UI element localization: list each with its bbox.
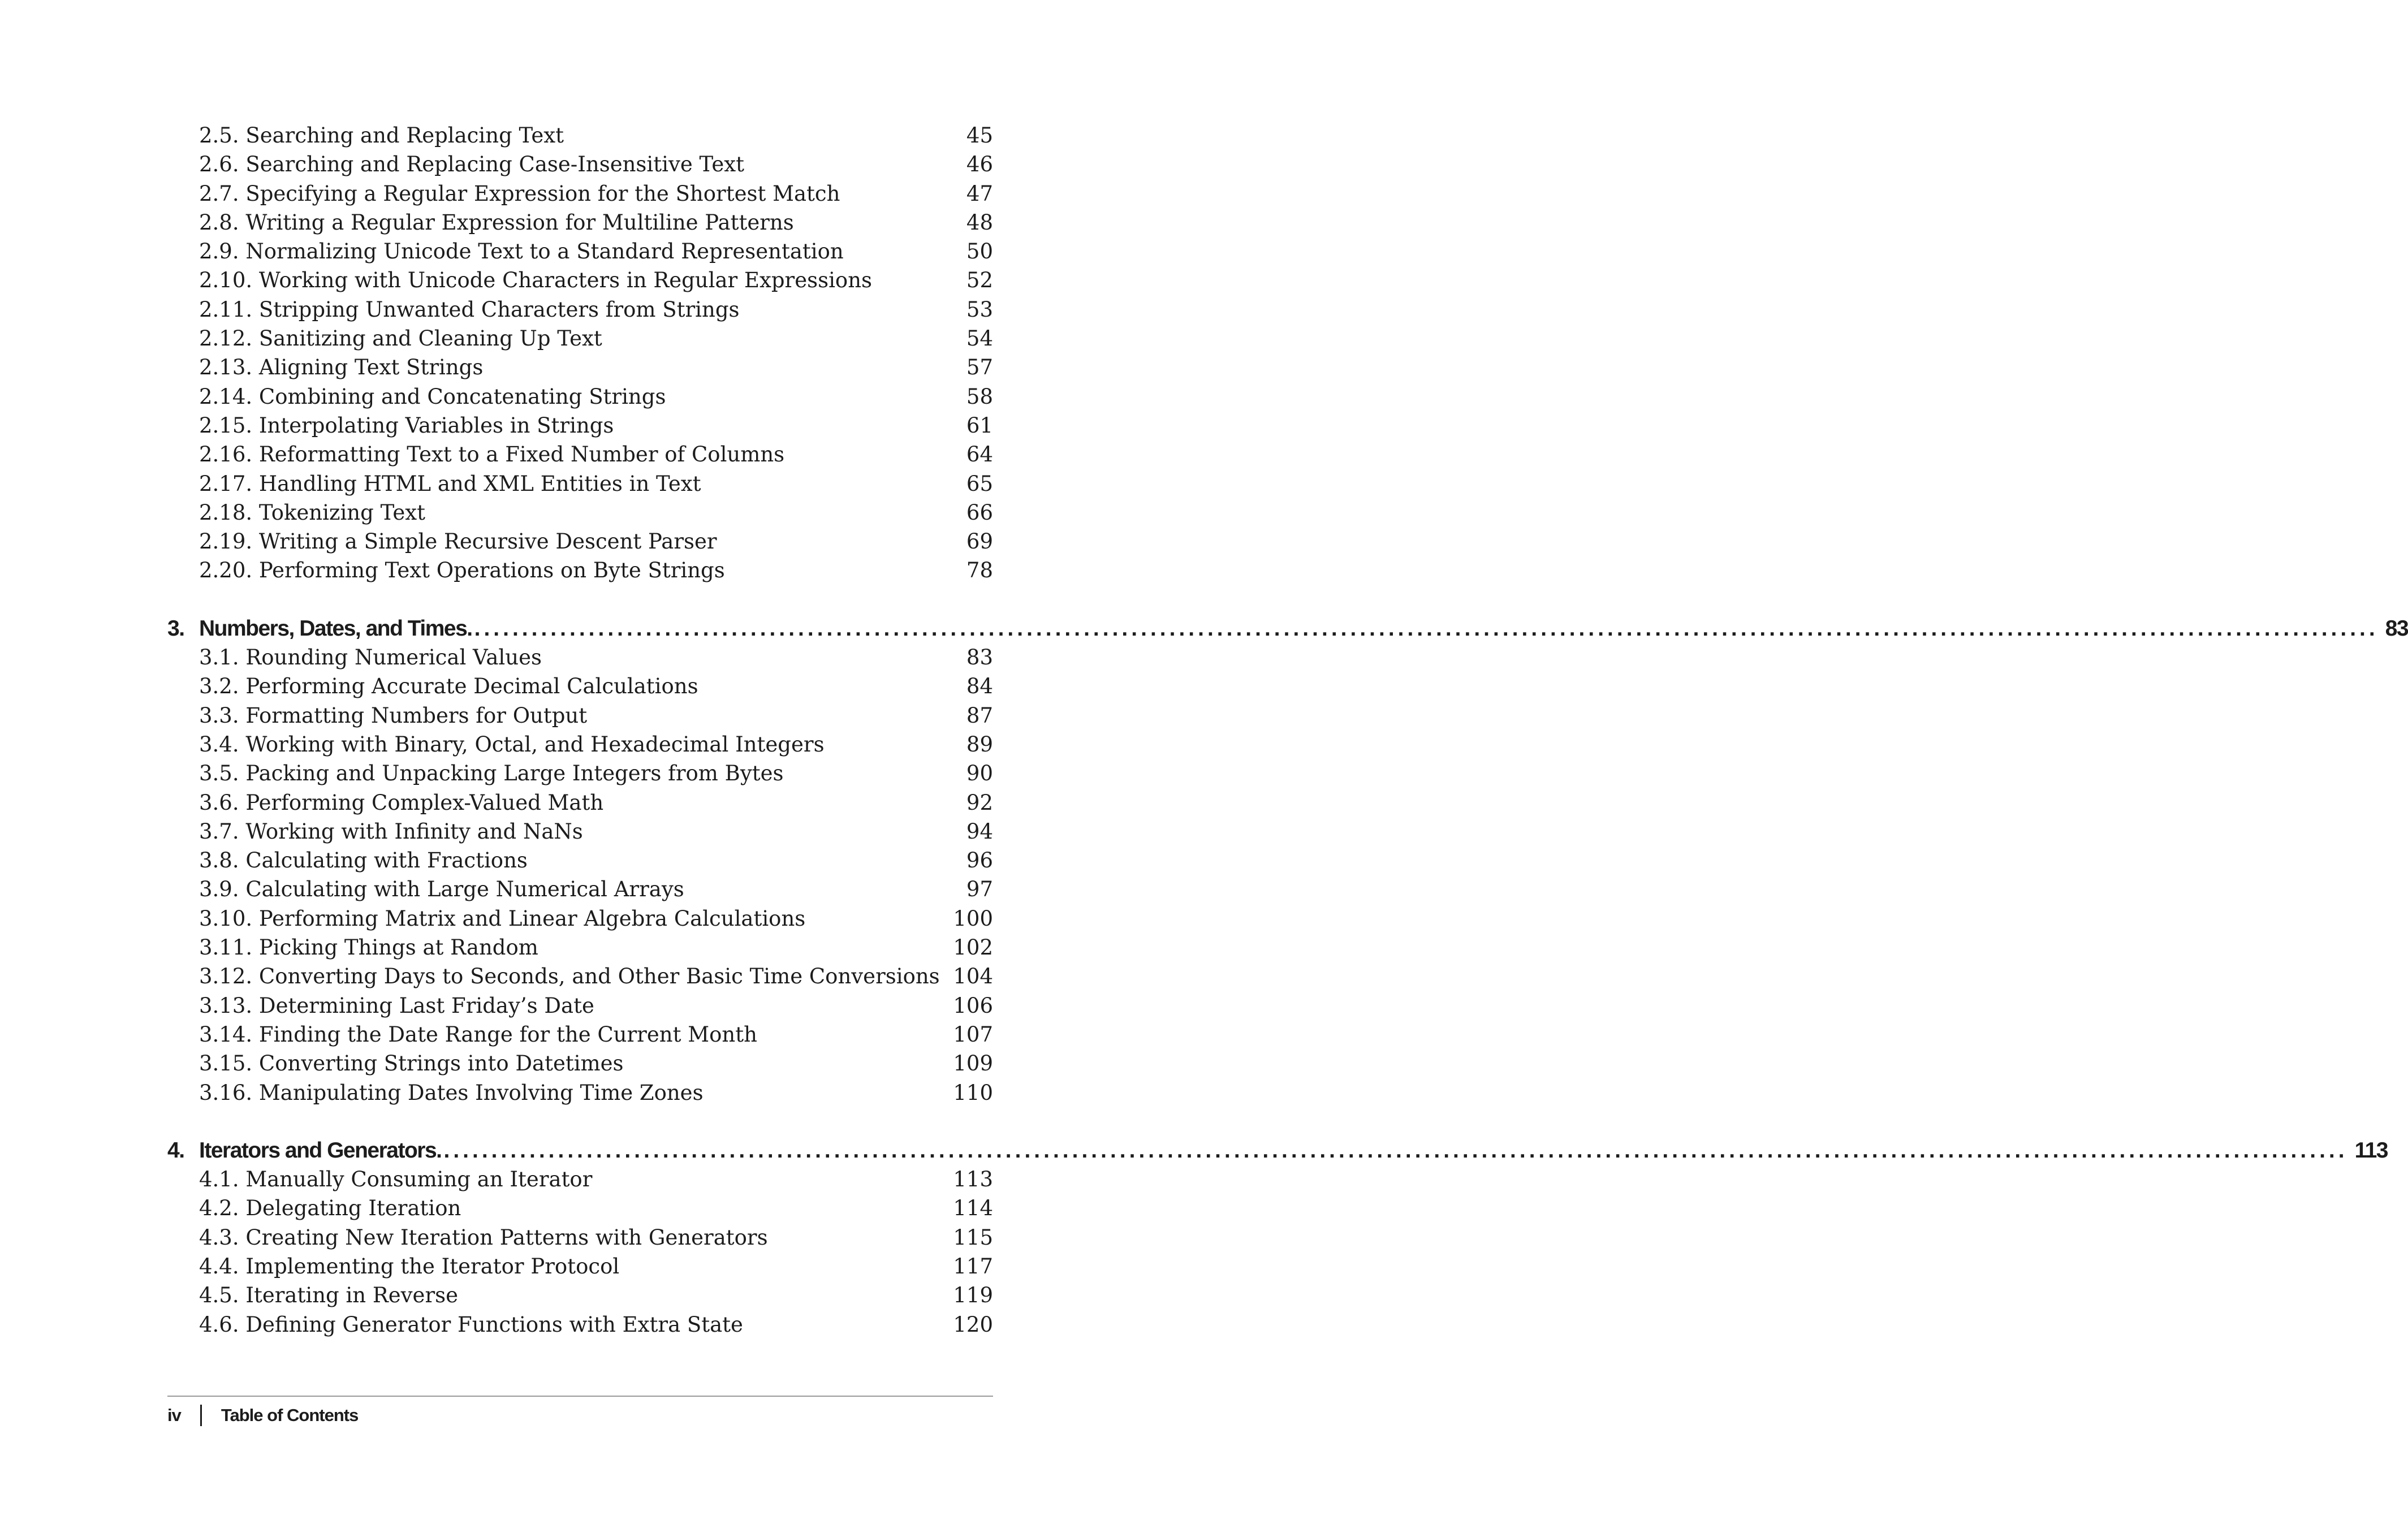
toc-entry-title: 2.6. Searching and Replacing Case-Insensitive Text — [199, 152, 744, 177]
toc-entry — [167, 1312, 993, 1341]
toc-entry — [167, 472, 993, 500]
chapter-number: 3. — [167, 616, 184, 641]
toc-entry-page-number: 96 — [966, 848, 993, 873]
toc-entry — [167, 297, 993, 326]
toc-entry — [167, 326, 993, 355]
chapter-title: Iterators and Generators. — [199, 1138, 442, 1163]
toc-entry — [167, 529, 993, 558]
toc-entry-page-number: 94 — [966, 819, 993, 844]
toc-entry-title: 3.9. Calculating with Large Numerical Arrays — [199, 877, 684, 902]
toc-entry-title: 4.5. Iterating in Reverse — [199, 1283, 459, 1308]
toc-entry — [167, 761, 993, 790]
toc-entry — [167, 645, 993, 674]
dot-leader: ........................................................................................................................................................................................................ — [443, 1138, 2348, 1163]
toc-entry-title: 4.6. Defining Generator Functions with Extra State — [199, 1312, 743, 1337]
toc-entry — [167, 210, 993, 239]
toc-entry-title: 2.16. Reformatting Text to a Fixed Number of Columns — [199, 442, 785, 467]
toc-entry — [167, 791, 993, 819]
toc-entry — [167, 1196, 993, 1225]
toc-entry-page-number: 65 — [966, 471, 993, 496]
toc-entry — [167, 1051, 993, 1080]
toc-entry-title: 4.2. Delegating Iteration — [199, 1196, 461, 1221]
toc-entry-title: 2.10. Working with Unicode Characters in Regular Expressions — [199, 268, 873, 293]
toc-entry-page-number: 45 — [966, 123, 993, 148]
toc-entry-title: 2.18. Tokenizing Text — [199, 500, 426, 525]
toc-entry-page-number: 61 — [966, 413, 993, 438]
toc-entry-page-number: 90 — [966, 761, 993, 786]
toc-entry — [167, 848, 993, 877]
toc-entry-title: 3.10. Performing Matrix and Linear Algebra Calculations — [199, 906, 806, 931]
chapter-page-number: 113 — [2354, 1138, 2388, 1163]
toc-entry-title: 3.6. Performing Complex-Valued Math — [199, 790, 604, 815]
toc-entry-page-number: 84 — [966, 674, 993, 699]
toc-entry-page-number: 48 — [966, 210, 993, 235]
toc-entry — [167, 500, 993, 529]
toc-entry-title: 3.11. Picking Things at Random — [199, 935, 538, 960]
toc-entry — [167, 732, 993, 761]
toc-entry — [167, 674, 993, 703]
footer-rule — [167, 1396, 993, 1397]
footer-section-title: Table of Contents — [221, 1405, 359, 1425]
toc-entry-title: 2.12. Sanitizing and Cleaning Up Text — [199, 326, 602, 351]
toc-entry — [167, 1283, 993, 1312]
toc-entry-title: 3.13. Determining Last Friday’s Date — [199, 993, 594, 1018]
page-footer — [167, 1405, 358, 1426]
toc-entry — [167, 994, 993, 1022]
toc-entry-page-number: 107 — [953, 1022, 993, 1047]
table-of-contents — [167, 123, 2408, 1341]
toc-entry-page-number: 114 — [953, 1196, 993, 1221]
toc-entry-title: 3.4. Working with Binary, Octal, and Hexadecimal Integers — [199, 732, 825, 757]
toc-entry-title: 4.4. Implementing the Iterator Protocol — [199, 1254, 620, 1279]
toc-entry-page-number: 46 — [966, 152, 993, 177]
toc-entry — [167, 964, 993, 993]
toc-entry-title: 3.12. Converting Days to Seconds, and Other Basic Time Conversions — [199, 964, 940, 989]
toc-entry-title: 2.20. Performing Text Operations on Byte Strings — [199, 558, 725, 583]
toc-entry-page-number: 52 — [966, 268, 993, 293]
toc-entry-title: 2.17. Handling HTML and XML Entities in Text — [199, 471, 701, 496]
toc-entry-title: 3.3. Formatting Numbers for Output — [199, 703, 588, 728]
toc-entry-page-number: 92 — [966, 790, 993, 815]
toc-entry-page-number: 109 — [953, 1051, 993, 1076]
toc-entry-title: 2.5. Searching and Replacing Text — [199, 123, 564, 148]
toc-entry-title: 2.7. Specifying a Regular Expression for the Shortest Match — [199, 181, 840, 206]
toc-entry-page-number: 115 — [953, 1225, 993, 1250]
toc-entry-title: 3.1. Rounding Numerical Values — [199, 645, 542, 670]
toc-entry-page-number: 119 — [953, 1283, 993, 1308]
toc-entry — [167, 1081, 993, 1109]
chapter-heading — [167, 1138, 2388, 1167]
toc-entry-page-number: 106 — [953, 993, 993, 1018]
toc-entry-page-number: 64 — [966, 442, 993, 467]
toc-entry — [167, 935, 993, 964]
toc-entry-page-number: 66 — [966, 500, 993, 525]
toc-entry — [167, 1167, 993, 1196]
toc-entry — [167, 819, 993, 848]
toc-entry-title: 3.7. Working with Infinity and NaNs — [199, 819, 583, 844]
toc-entry-page-number: 53 — [966, 297, 993, 322]
toc-entry — [167, 703, 993, 732]
toc-entry-title: 4.3. Creating New Iteration Patterns with Generators — [199, 1225, 768, 1250]
chapter-number: 4. — [167, 1138, 184, 1163]
toc-entry — [167, 1254, 993, 1283]
toc-entry-page-number: 87 — [966, 703, 993, 728]
toc-entry-page-number: 69 — [966, 529, 993, 554]
toc-entry — [167, 442, 993, 471]
toc-entry-title: 3.16. Manipulating Dates Involving Time Zones — [199, 1080, 704, 1105]
toc-entry — [167, 239, 993, 268]
toc-entry-title: 2.8. Writing a Regular Expression for Multiline Patterns — [199, 210, 794, 235]
toc-entry-page-number: 117 — [953, 1254, 993, 1279]
toc-entry — [167, 906, 993, 935]
toc-entry — [167, 1225, 993, 1254]
toc-entry — [167, 413, 993, 442]
chapter-title: Numbers, Dates, and Times. — [199, 616, 472, 641]
toc-entry-title: 2.19. Writing a Simple Recursive Descent Parser — [199, 529, 717, 554]
toc-entry-page-number: 113 — [953, 1167, 993, 1192]
toc-entry-title: 2.14. Combining and Concatenating Strings — [199, 384, 666, 409]
toc-entry — [167, 1022, 993, 1051]
toc-entry — [167, 355, 993, 384]
footer-separator — [200, 1405, 202, 1426]
toc-entry-title: 3.15. Converting Strings into Datetimes — [199, 1051, 624, 1076]
toc-entry-page-number: 54 — [966, 326, 993, 351]
toc-entry-page-number: 97 — [966, 877, 993, 902]
toc-entry-page-number: 50 — [966, 239, 993, 264]
toc-entry — [167, 123, 993, 152]
toc-entry-page-number: 102 — [953, 935, 993, 960]
toc-entry-title: 3.8. Calculating with Fractions — [199, 848, 528, 873]
toc-entry-page-number: 89 — [966, 732, 993, 757]
toc-entry-page-number: 120 — [953, 1312, 993, 1337]
toc-entry-title: 3.14. Finding the Date Range for the Current Month — [199, 1022, 757, 1047]
toc-entry-title: 2.15. Interpolating Variables in Strings — [199, 413, 614, 438]
chapter-heading — [167, 616, 2408, 645]
toc-entry-page-number: 100 — [953, 906, 993, 931]
toc-entry-title: 3.5. Packing and Unpacking Large Integers from Bytes — [199, 761, 784, 786]
toc-entry-page-number: 83 — [966, 645, 993, 670]
toc-entry-title: 2.13. Aligning Text Strings — [199, 355, 484, 380]
toc-entry-page-number: 57 — [966, 355, 993, 380]
toc-entry-page-number: 47 — [966, 181, 993, 206]
toc-entry-page-number: 104 — [953, 964, 993, 989]
footer-page-number: iv — [167, 1405, 181, 1425]
toc-entry — [167, 385, 993, 413]
toc-entry — [167, 182, 993, 210]
toc-entry-page-number: 58 — [966, 384, 993, 409]
toc-entry — [167, 268, 993, 297]
dot-leader: ........................................................................................................................................................................................................ — [474, 616, 2379, 641]
toc-entry-title: 3.2. Performing Accurate Decimal Calculations — [199, 674, 698, 699]
toc-entry — [167, 877, 993, 906]
toc-entry-page-number: 110 — [953, 1080, 993, 1105]
toc-entry-title: 2.9. Normalizing Unicode Text to a Standard Representation — [199, 239, 844, 264]
toc-entry-title: 2.11. Stripping Unwanted Characters from Strings — [199, 297, 740, 322]
toc-entry — [167, 152, 993, 181]
chapter-page-number: 83 — [2385, 616, 2408, 641]
toc-entry — [167, 558, 993, 587]
toc-entry-title: 4.1. Manually Consuming an Iterator — [199, 1167, 593, 1192]
toc-entry-page-number: 78 — [966, 558, 993, 583]
